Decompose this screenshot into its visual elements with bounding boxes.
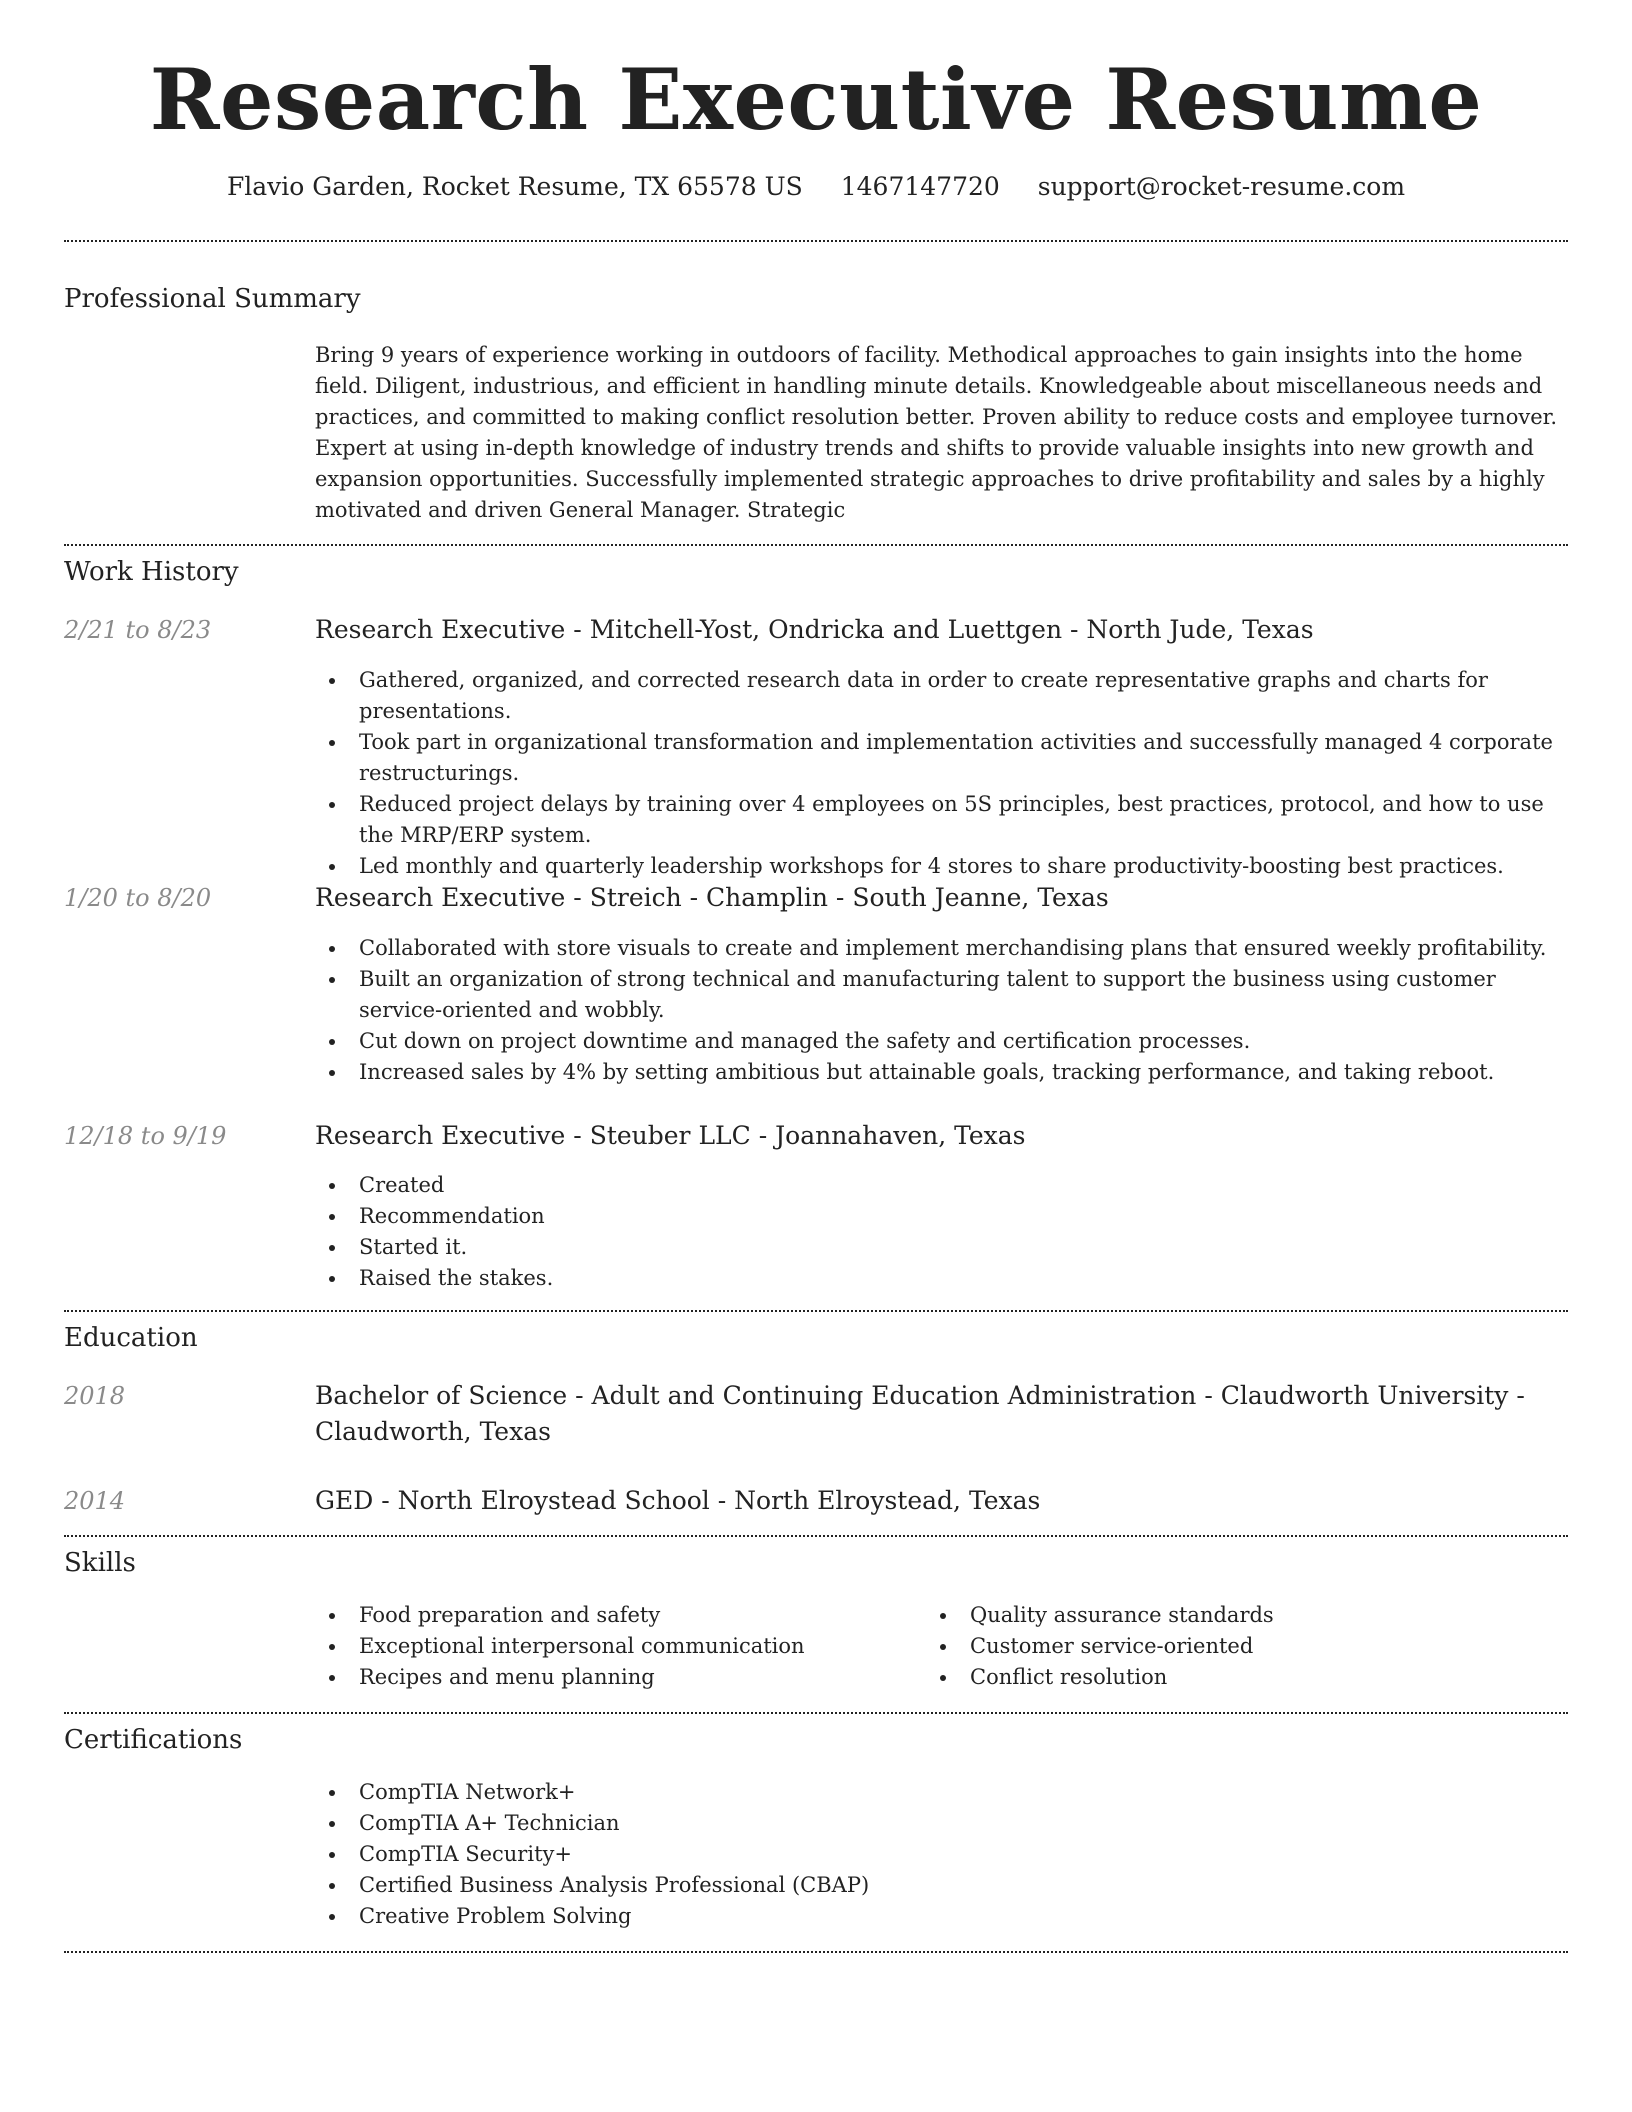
list-item: Creative Problem Solving [315,1901,1565,1932]
list-item: CompTIA Security+ [315,1839,1565,1870]
job-bullets [315,665,1565,882]
contact-email: support@rocket-resume.com [1037,172,1406,201]
section-title-skills: Skills [64,1548,136,1578]
list-item: Collaborated with store visuals to create and implement merchandising plans that ensured weekly profitability. [315,933,1565,964]
list-item: Food preparation and safety [315,1600,915,1631]
education-entry: GED - North Elroystead School - North Elroystead, Texas [315,1486,1041,1515]
list-item: Increased sales by 4% by setting ambitious but attainable goals, tracking performance, and taking reboot. [315,1057,1565,1088]
job-dates: 12/18 to 9/19 [64,1122,227,1150]
list-item: Started it. [315,1232,1565,1263]
divider [64,240,1568,242]
divider [64,1951,1568,1953]
education-year: 2018 [64,1382,126,1410]
divider [64,544,1568,546]
job-title: Research Executive - Streich - Champlin - South Jeanne, Texas [315,883,1109,912]
contact-phone: 1467147720 [840,172,1000,201]
section-title-summary: Professional Summary [64,284,361,314]
divider [64,1310,1568,1312]
skills-list-left [315,1600,915,1693]
page-title: Research Executive Resume [149,50,1483,149]
job-bullets [315,1170,1565,1294]
list-item: Conflict resolution [926,1662,1566,1693]
list-item: Customer service-oriented [926,1631,1566,1662]
certifications-list [315,1777,1565,1932]
section-title-education: Education [64,1323,198,1353]
list-item: CompTIA Network+ [315,1777,1565,1808]
section-title-work-history: Work History [64,557,239,587]
list-item: Recipes and menu planning [315,1662,915,1693]
list-item: Exceptional interpersonal communication [315,1631,915,1662]
contact-line [0,170,1632,204]
section-title-certifications: Certifications [64,1725,243,1755]
job-title: Research Executive - Steuber LLC - Joannahaven, Texas [315,1121,1026,1150]
list-item: Certified Business Analysis Professional (CBAP) [315,1870,1565,1901]
skills-list-right [926,1600,1566,1693]
list-item: Took part in organizational transformation and implementation activities and successfully managed 4 corporate restructurings. [315,727,1565,789]
divider [64,1712,1568,1714]
list-item: Led monthly and quarterly leadership workshops for 4 stores to share productivity-boosting best practices. [315,851,1565,882]
list-item: Quality assurance standards [926,1600,1566,1631]
list-item: Gathered, organized, and corrected research data in order to create representative graphs and charts for presentations. [315,665,1565,727]
job-bullets [315,933,1565,1088]
job-dates: 1/20 to 8/20 [64,884,212,912]
list-item: Built an organization of strong technical and manufacturing talent to support the business using customer service-oriented and wobbly. [315,964,1565,1026]
divider [64,1535,1568,1537]
list-item: CompTIA A+ Technician [315,1808,1565,1839]
list-item: Cut down on project downtime and managed the safety and certification processes. [315,1026,1565,1057]
list-item: Reduced project delays by training over 4 employees on 5S principles, best practices, protocol, and how to use the MRP/ERP system. [315,789,1565,851]
education-entry: Bachelor of Science - Adult and Continuing Education Administration - Claudworth University - Claudworth, Texas [315,1381,1525,1446]
job-title: Research Executive - Mitchell-Yost, Ondricka and Luettgen - North Jude, Texas [315,615,1314,644]
education-year: 2014 [64,1487,126,1515]
list-item: Raised the stakes. [315,1263,1565,1294]
summary-text: Bring 9 years of experience working in outdoors of facility. Methodical approaches to gain insights into the home field. Diligent, industrious, and efficient in handling minute details. Knowledgeable about miscellaneous needs and practices, and committed to making conflict resolution better. Proven ability to reduce costs and employee turnover. Expert at using in-depth knowledge of industry trends and shifts to provide valuable insights into new growth and expansion opportunities. Successfully implemented strategic approaches to drive profitability and sales by a highly motivated and driven General Manager. Strategic [315,343,1558,522]
job-dates: 2/21 to 8/23 [64,616,212,644]
contact-address: Flavio Garden, Rocket Resume, TX 65578 US [226,172,803,201]
list-item: Recommendation [315,1201,1565,1232]
list-item: Created [315,1170,1565,1201]
